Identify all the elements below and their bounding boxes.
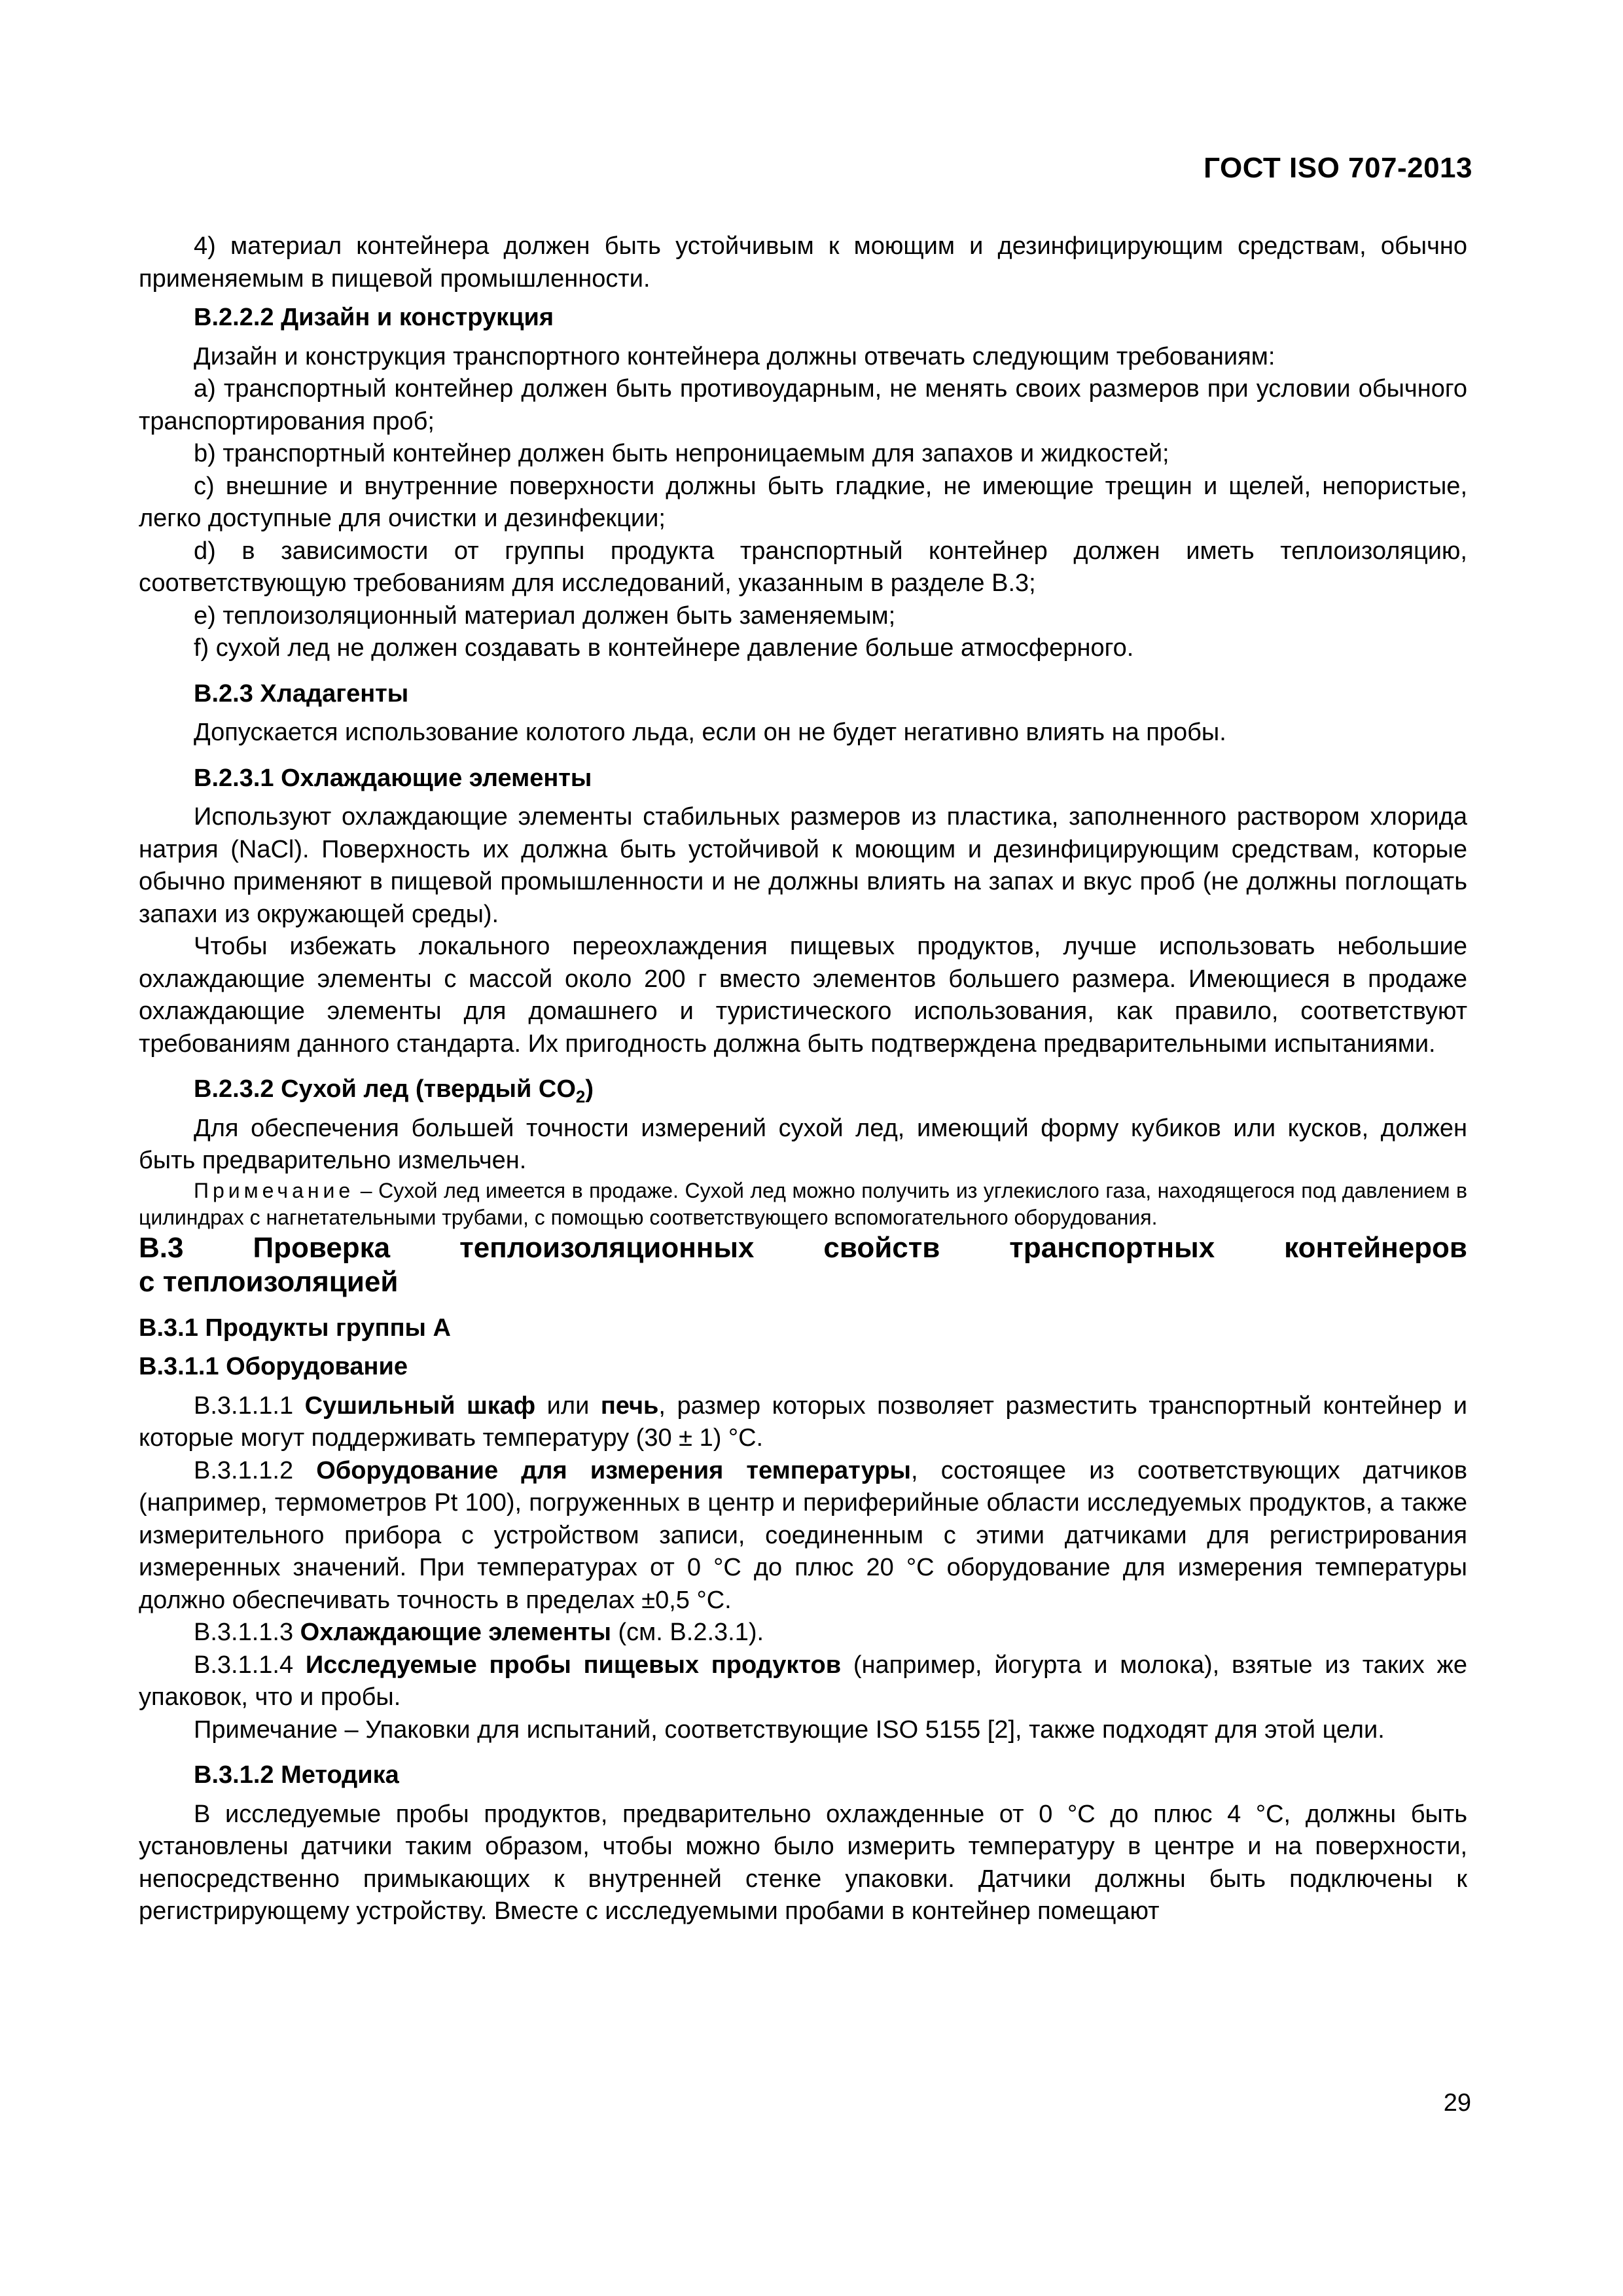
heading-b312: В.3.1.2 Методика bbox=[194, 1761, 399, 1789]
term-food-samples: Исследуемые пробы пищевых продуктов bbox=[305, 1651, 842, 1679]
page-number: 29 bbox=[1443, 2089, 1471, 2117]
list-item-d: d) в зависимости от группы продукта транспортный контейнер должен иметь теплоизоляцию, соответствующую требованиям для исследований, указанным в разделе В.3; bbox=[139, 537, 1467, 597]
clause-text: или bbox=[535, 1391, 601, 1420]
heading-b222: В.2.2.2 Дизайн и конструкция bbox=[194, 304, 554, 331]
section-title-word: В.3 bbox=[139, 1231, 184, 1264]
term-oven: печь bbox=[600, 1391, 659, 1420]
paragraph-b3113 bbox=[139, 1617, 1467, 1649]
note-text: – Сухой лед имеется в продаже. Сухой лед можно получить из углекислого газа, находящегося под давлением в цилиндрах с нагнетательными трубами, с помощью соответствующего вспомогательного оборудования. bbox=[139, 1178, 1467, 1229]
list-item-c: с) внешние и внутренние поверхности должны быть гладкие, не имеющие трещин и щелей, непористые, легко доступные для очистки и дезинфекции; bbox=[139, 472, 1467, 532]
section-title-word: теплоизоляционных bbox=[459, 1231, 755, 1264]
section-title-b3-line2: с теплоизоляцией bbox=[139, 1265, 399, 1298]
note-dry-ice bbox=[139, 1177, 1467, 1231]
paragraph-b232: Для обеспечения большей точности измерений сухой лед, имеющий форму кубиков или кусков, должен быть предварительно измельчен. bbox=[139, 1114, 1467, 1174]
term-drying-cabinet: Сушильный шкаф bbox=[304, 1391, 536, 1420]
term-temperature-equipment: Оборудование для измерения температуры bbox=[316, 1456, 912, 1484]
heading-b23: В.2.3 Хладагенты bbox=[194, 679, 409, 708]
paragraph-b231-2: Чтобы избежать локального переохлаждения пищевых продуктов, лучше использовать небольшие охлаждающие элементы с массой около 200 г вместо элементов большего размера. Имеющиеся в продаже охлаждающие элементы для домашнего и туристического использования, как правило, соответствуют требованиям данного стандарта. Их пригодность должна быть подтверждена предварительными испытаниями. bbox=[139, 933, 1467, 1058]
paragraph-b3112 bbox=[139, 1455, 1467, 1617]
clause-text: (например, йогурта и молока), взятые из таких же упаковок, что и пробы. bbox=[139, 1651, 1468, 1711]
paragraph-item-4: 4) материал контейнера должен быть устойчивым к моющим и дезинфицирующим средствам, обычно применяемым в пищевой промышленности. bbox=[139, 232, 1467, 293]
paragraph-b23: Допускается использование колотого льда, если он не будет негативно влиять на пробы. bbox=[194, 719, 1226, 746]
paragraph-b3111 bbox=[139, 1390, 1467, 1455]
section-title-b3-line1 bbox=[139, 1231, 1467, 1265]
document-body bbox=[139, 230, 1467, 1928]
clause-number: В.3.1.1.3 bbox=[194, 1619, 300, 1646]
list-item-b: b) транспортный контейнер должен быть непроницаемым для запахов и жидкостей; bbox=[194, 440, 1169, 467]
paragraph-design-intro: Дизайн и конструкция транспортного контейнера должны отвечать следующим требованиям: bbox=[194, 342, 1275, 370]
heading-b232-end: ) bbox=[585, 1075, 594, 1103]
heading-b232-subscript: 2 bbox=[575, 1086, 586, 1107]
section-title-word: Проверка bbox=[253, 1231, 391, 1264]
section-title-word: транспортных bbox=[1009, 1231, 1215, 1264]
heading-b31: В.3.1 Продукты группы А bbox=[139, 1314, 452, 1342]
note-label: Примечание bbox=[194, 1178, 355, 1202]
list-item-f: f) сухой лед не должен создавать в контейнере давление больше атмосферного. bbox=[194, 634, 1134, 662]
heading-b232 bbox=[139, 1073, 1467, 1106]
paragraph-b3114 bbox=[139, 1649, 1467, 1714]
clause-number: В.3.1.1.1 bbox=[194, 1391, 305, 1420]
paragraph-b312: В исследуемые пробы продуктов, предварительно охлажденные от 0 °С до плюс 4 °С, должны быть установлены датчики таким образом, чтобы можно было измерить температуру в центре и на поверхности, непосредственно примыкающих к внутренней стенке упаковки. Датчики должны быть подключены к регистрирующему устройству. Вместе с исследуемыми пробами в контейнер помещают bbox=[139, 1800, 1467, 1925]
clause-text: , состоящее из соответствующих датчиков (например, термометров Pt 100), погруженных в центр и периферийные области исследуемых продуктов, а также измерительного прибора с устройством записи, соединенным с этими датчиками для регистрирования измеренных значений. При температурах от 0 °С до плюс 20 °С оборудование для измерения температуры должно обеспечивать точность в пределах ±0,5 °С. bbox=[139, 1456, 1467, 1614]
clause-number: В.3.1.1.2 bbox=[194, 1456, 317, 1484]
section-title-word: контейнеров bbox=[1284, 1231, 1467, 1264]
heading-b232-text: В.2.3.2 Сухой лед (твердый CO bbox=[194, 1075, 576, 1103]
clause-text: , размер которых позволяет разместить транспортный контейнер и которые могут поддерживать температуру (30 ± 1) °С. bbox=[139, 1391, 1467, 1452]
list-item-a: а) транспортный контейнер должен быть противоударным, не менять своих размеров при условии обычного транспортирования проб; bbox=[139, 375, 1467, 435]
document-header-id: ГОСТ ISO 707-2013 bbox=[1204, 152, 1472, 184]
term-cooling-elements: Охлаждающие элементы bbox=[300, 1619, 611, 1646]
list-item-e: е) теплоизоляционный материал должен быть заменяемым; bbox=[194, 601, 896, 630]
section-title-b3 bbox=[139, 1231, 1467, 1299]
clause-number: В.3.1.1.4 bbox=[194, 1651, 306, 1679]
section-title-word: свойств bbox=[823, 1231, 940, 1264]
heading-b231: В.2.3.1 Охлаждающие элементы bbox=[194, 764, 592, 792]
note-packaging: Примечание – Упаковки для испытаний, соответствующие ISO 5155 [2], также подходят для этой цели. bbox=[194, 1715, 1385, 1744]
heading-b311: В.3.1.1 Оборудование bbox=[139, 1353, 408, 1380]
paragraph-b231-1: Используют охлаждающие элементы стабильных размеров из пластика, заполненного раствором хлорида натрия (NaCl). Поверхность их должна быть устойчивой к моющим и дезинфицирующим средствам, которые обычно применяют в пищевой промышленности и не должны влиять на запах и вкус проб (не должны поглощать запахи из окружающей среды). bbox=[139, 803, 1467, 928]
clause-text: (см. В.2.3.1). bbox=[611, 1619, 764, 1646]
